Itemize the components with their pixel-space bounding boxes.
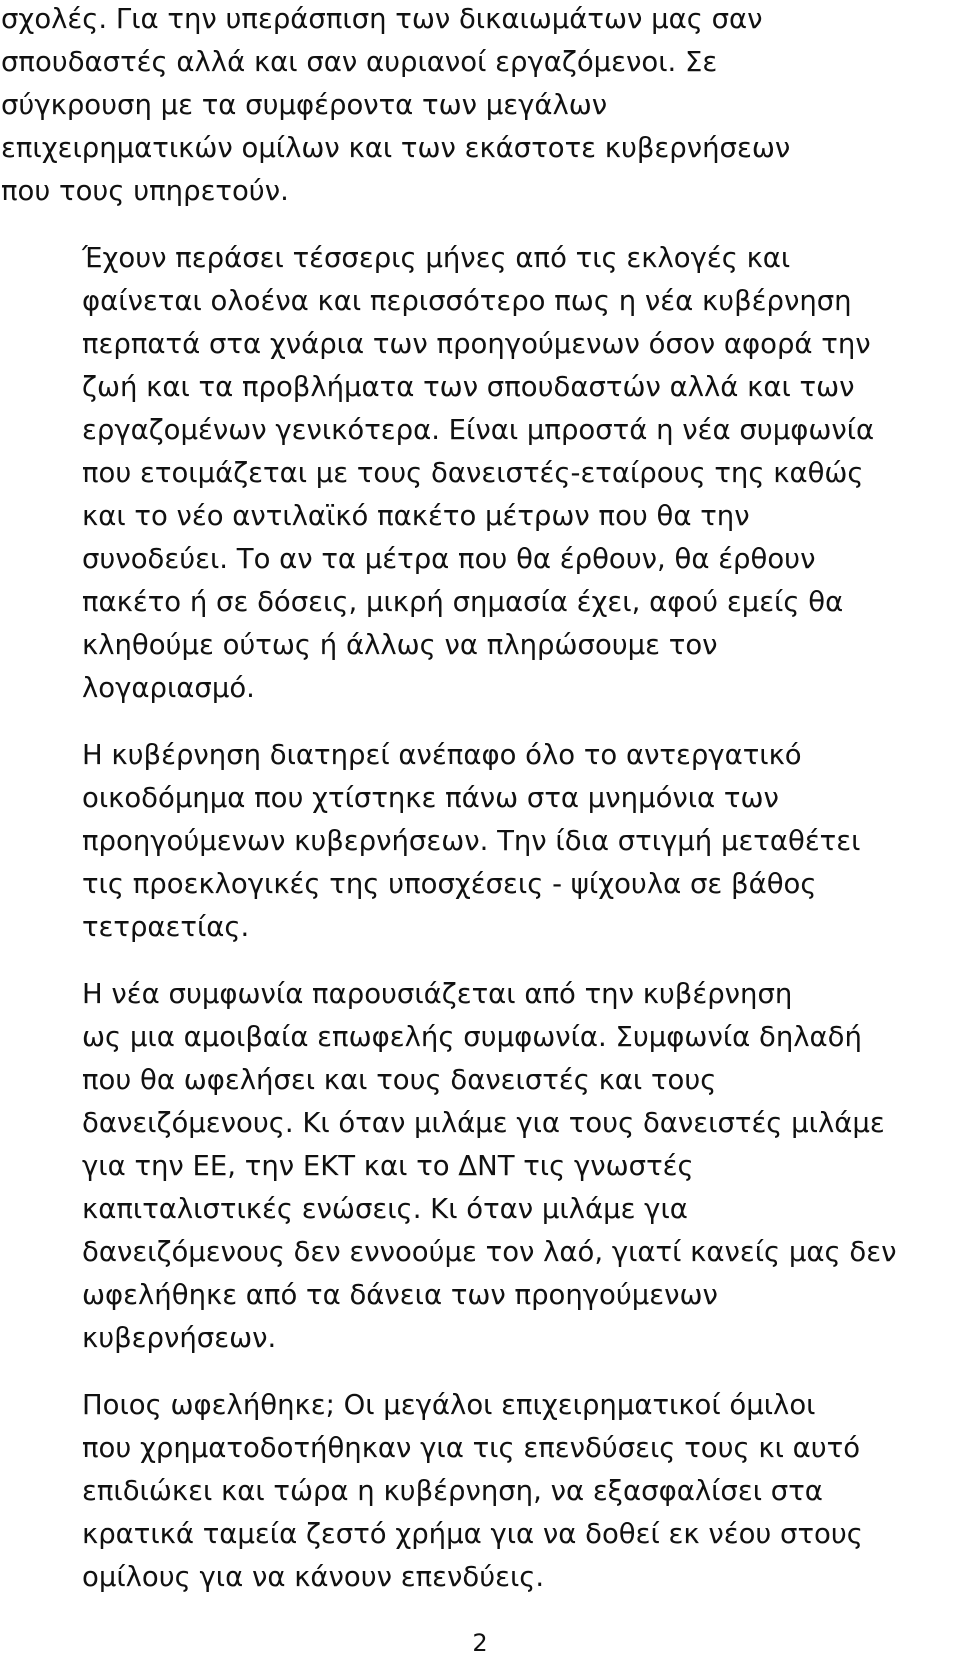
text-line: που τους υπηρετούν.	[1, 175, 289, 207]
text-line: τετραετίας.	[82, 911, 250, 943]
paragraph	[1, 0, 959, 213]
text-line: σπουδαστές αλλά και σαν αυριανοί εργαζόμενοι. Σε	[1, 46, 718, 78]
text-line: εργαζομένων γενικότερα. Είναι μπροστά η νέα συμφωνία	[82, 414, 875, 446]
text-line: σύγκρουση με τα συμφέροντα των μεγάλων	[1, 89, 608, 121]
page-number: 2	[472, 1629, 488, 1657]
text-line: δανειζόμενους δεν εννοούμε τον λαό, γιατί κανείς μας δεν	[82, 1236, 897, 1268]
text-line: και το νέο αντιλαϊκό πακέτο μέτρων που θα την	[82, 500, 750, 532]
text-line: προηγούμενων κυβερνήσεων. Την ίδια στιγμή μεταθέτει	[82, 825, 861, 857]
text-line: ωφελήθηκε από τα δάνεια των προηγούμενων	[82, 1279, 718, 1311]
text-line: ως μια αμοιβαία επωφελής συμφωνία. Συμφωνία δηλαδή	[82, 1021, 862, 1053]
text-line: για την ΕΕ, την ΕΚΤ και το ΔΝΤ τις γνωστές	[82, 1150, 694, 1182]
text-line: Η νέα συμφωνία παρουσιάζεται από την κυβέρνηση	[82, 978, 793, 1010]
text-line: σχολές. Για την υπεράσπιση των δικαιωμάτων μας σαν	[1, 3, 763, 35]
text-line: δανειζόμενους. Κι όταν μιλάμε για τους δανειστές μιλάμε	[82, 1107, 885, 1139]
text-line: καπιταλιστικές ενώσεις. Κι όταν μιλάμε για	[82, 1193, 688, 1225]
text-line: Η κυβέρνηση διατηρεί ανέπαφο όλο το αντεργατικό	[82, 739, 802, 771]
text-line: συνοδεύει. Το αν τα μέτρα που θα έρθουν, θα έρθουν	[82, 543, 816, 575]
paragraph	[1, 734, 959, 949]
text-line: ομίλους για να κάνουν επενδύεις.	[82, 1561, 545, 1593]
paragraph	[1, 237, 959, 710]
text-line: που ετοιμάζεται με τους δανειστές-εταίρους της καθώς	[82, 457, 864, 489]
text-line: κυβερνήσεων.	[82, 1322, 277, 1354]
text-line: επιδιώκει και τώρα η κυβέρνηση, να εξασφαλίσει στα	[82, 1475, 823, 1507]
text-line: επιχειρηματικών ομίλων και των εκάστοτε κυβερνήσεων	[1, 132, 791, 164]
paragraph	[1, 973, 959, 1360]
paragraph	[1, 1384, 959, 1599]
text-line: κληθούμε ούτως ή άλλως να πληρώσουμε τον	[82, 629, 718, 661]
text-line: Έχουν περάσει τέσσερις μήνες από τις εκλογές και	[82, 242, 791, 274]
text-line: κρατικά ταμεία ζεστό χρήμα για να δοθεί εκ νέου στους	[82, 1518, 863, 1550]
text-line: ζωή και τα προβλήματα των σπουδαστών αλλά και των	[82, 371, 855, 403]
text-line: Ποιος ωφελήθηκε; Οι μεγάλοι επιχειρηματικοί όμιλοι	[82, 1389, 816, 1421]
text-line: τις προεκλογικές της υποσχέσεις - ψίχουλα σε βάθος	[82, 868, 817, 900]
text-line: οικοδόμημα που χτίστηκε πάνω στα μνημόνια των	[82, 782, 779, 814]
text-line: πακέτο ή σε δόσεις, μικρή σημασία έχει, αφού εμείς θα	[82, 586, 844, 618]
text-line: περπατά στα χνάρια των προηγούμενων όσον αφορά την	[82, 328, 871, 360]
text-line: φαίνεται ολοένα και περισσότερο πως η νέα κυβέρνηση	[82, 285, 852, 317]
document-body	[1, 0, 959, 1599]
text-line: που θα ωφελήσει και τους δανειστές και τους	[82, 1064, 717, 1096]
text-line: λογαριασμό.	[82, 672, 255, 704]
text-line: που χρηματοδοτήθηκαν για τις επενδύσεις τους κι αυτό	[82, 1432, 861, 1464]
